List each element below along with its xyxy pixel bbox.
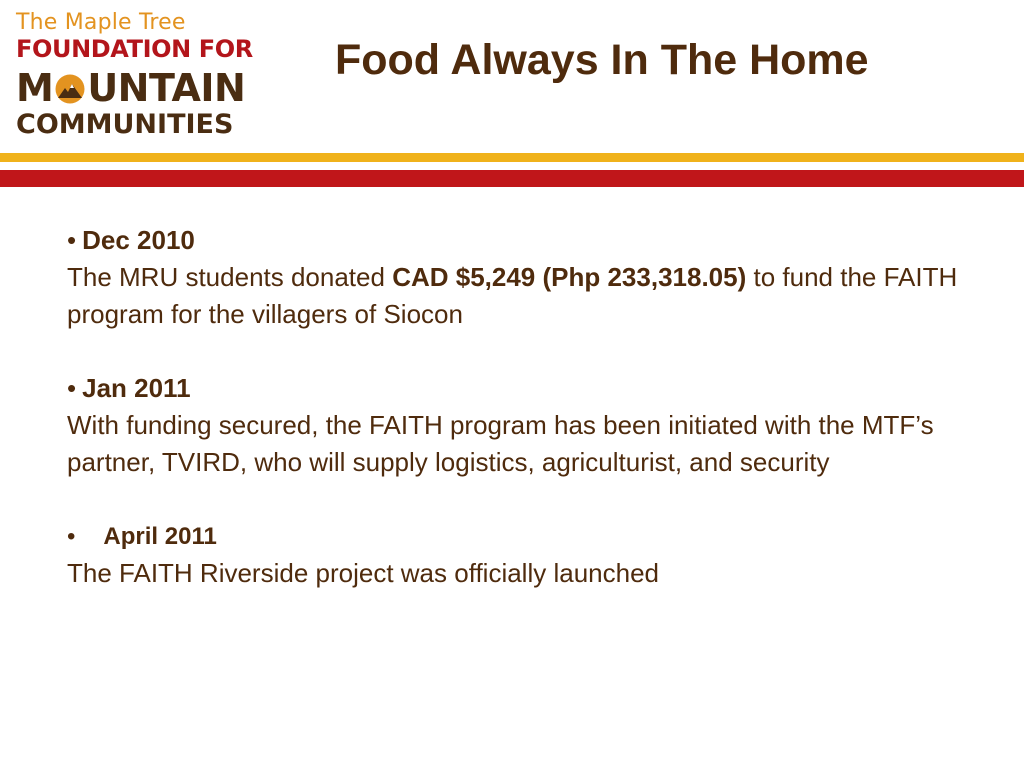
bullet-icon: • [67, 373, 77, 403]
entry-body: With funding secured, the FAITH program has been initiated with the MTF’s partner, TVIRD, who will supply logistics, agriculturist, and security [67, 410, 934, 477]
donation-amount: CAD $5,249 (Php 233,318.05) [392, 262, 747, 292]
entry-body [67, 259, 967, 333]
entry-heading [67, 370, 967, 407]
entry-heading [67, 222, 967, 259]
logo-line-mountain [16, 66, 306, 110]
logo-letter-m: M [16, 66, 54, 110]
slide-title: Food Always In The Home [335, 36, 869, 84]
mountain-o-icon [54, 73, 86, 105]
entry-heading-text: Dec 2010 [82, 225, 195, 255]
header-divider-yellow [0, 153, 1024, 162]
entry-body-text: The MRU students donated [67, 262, 393, 292]
timeline-entry-jan-2011 [67, 370, 967, 481]
logo-line-maple-tree: The Maple Tree [16, 10, 186, 35]
timeline-entry-dec-2010 [67, 222, 967, 333]
logo-line-foundation: FOUNDATION FOR [16, 35, 253, 63]
header-divider-red [0, 170, 1024, 187]
bullet-icon: • [67, 523, 76, 550]
slide-content [67, 222, 967, 629]
logo-letters-untain: UNTAIN [87, 66, 246, 110]
foundation-logo [16, 12, 306, 138]
entry-heading [67, 518, 967, 555]
entry-heading-text: April 2011 [103, 523, 217, 550]
entry-body: The FAITH Riverside project was officially launched [67, 558, 659, 588]
entry-body-text: to fund the FAITH program for the villagers of Siocon [67, 262, 958, 329]
entry-heading-text: Jan 2011 [82, 373, 191, 403]
timeline-entry-april-2011 [67, 518, 967, 592]
bullet-icon: • [67, 225, 77, 255]
logo-line-communities: COMMUNITIES [16, 109, 234, 140]
